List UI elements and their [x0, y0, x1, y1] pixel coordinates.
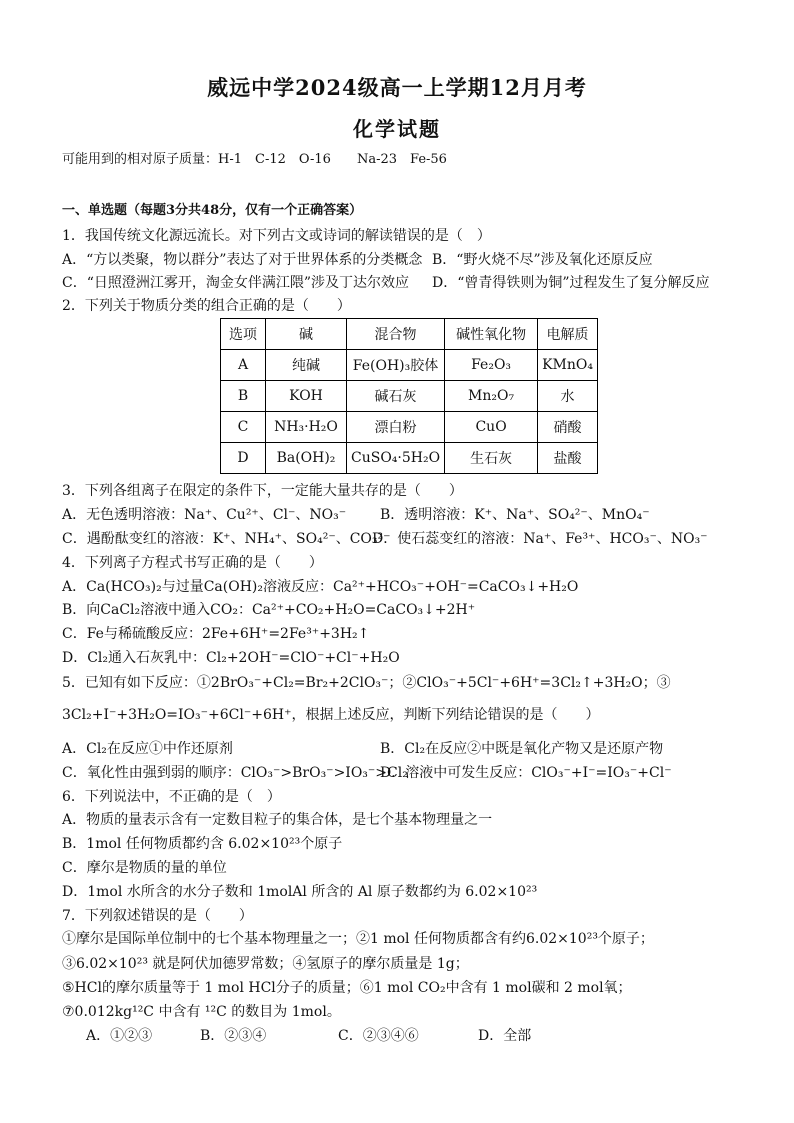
table-cell: CuSO₄·5H₂O [347, 443, 445, 474]
table-cell: Fe₂O₃ [445, 350, 538, 381]
q4-option-a: A．Ca(HCO₃)₂与过量Ca(OH)₂溶液反应：Ca²⁺+HCO₃⁻+OH⁻=CaCO₃↓+H₂O [62, 579, 579, 595]
q7-option-c: C．②③④⑥ [338, 1028, 419, 1044]
table-cell: C [221, 412, 266, 443]
q3-stem: 3．下列各组离子在限定的条件下，一定能大量共存的是（ ） [62, 483, 463, 499]
table-cell: KOH [266, 381, 347, 412]
q4-stem: 4．下列离子方程式书写正确的是（ ） [62, 555, 323, 571]
table-cell: D [221, 443, 266, 474]
q5-stem-line2: 3Cl₂+I⁻+3H₂O=IO₃⁻+6Cl⁻+6H⁺，根据上述反应，判断下列结论错误的是（ ） [62, 707, 600, 723]
q3-option-d: D．使石蕊变红的溶液：Na⁺、Fe³⁺、HCO₃⁻、NO₃⁻ [372, 531, 708, 547]
table-cell: KMnO₄ [538, 350, 598, 381]
q7-option-b: B．②③④ [200, 1028, 267, 1044]
table-row [221, 381, 598, 412]
q6-option-d: D．1mol 水所含的水分子数和 1molAl 所含的 Al 原子数都约为 6.02×10²³ [62, 884, 538, 900]
q6-option-b: B．1mol 任何物质都约含 6.02×10²³个原子 [62, 836, 343, 852]
table-cell: 盐酸 [538, 443, 598, 474]
table-header-cell: 碱 [266, 319, 347, 350]
table-header-row [221, 319, 598, 350]
exam-subtitle: 化学试题 [353, 117, 441, 141]
table-header-cell: 碱性氧化物 [445, 319, 538, 350]
table-header-cell: 电解质 [538, 319, 598, 350]
q3-option-b: B．透明溶液：K⁺、Na⁺、SO₄²⁻、MnO₄⁻ [380, 507, 650, 523]
table-row [221, 350, 598, 381]
exam-title: 威远中学2024级高一上学期12月月考 [207, 75, 587, 100]
table-cell: 纯碱 [266, 350, 347, 381]
table-cell: Ba(OH)₂ [266, 443, 347, 474]
table-cell: NH₃·H₂O [266, 412, 347, 443]
q7-stem: 7．下列叙述错误的是（ ） [62, 908, 253, 924]
table-cell: B [221, 381, 266, 412]
table-cell: Fe(OH)₃胶体 [347, 350, 445, 381]
q7-statement-line: ①摩尔是国际单位制中的七个基本物理量之一；②1 mol 任何物质都含有约6.02×10²³个原子； [62, 931, 654, 947]
q1-option-a: A．“方以类聚，物以群分”表达了对于世界体系的分类概念 [62, 252, 423, 268]
q1-option-b: B．“野火烧不尽”涉及氧化还原反应 [432, 252, 653, 268]
q5-option-b: B．Cl₂在反应②中既是氧化产物又是还原产物 [380, 741, 664, 757]
q6-stem: 6．下列说法中，不正确的是（ ） [62, 789, 281, 805]
q7-statement-line: ⑤HCl的摩尔质量等于 1 mol HCl分子的质量；⑥1 mol CO₂中含有 1 mol碳和 2 mol氧； [62, 980, 632, 996]
q4-option-b: B．向CaCl₂溶液中通入CO₂：Ca²⁺+CO₂+H₂O=CaCO₃↓+2H⁺ [62, 602, 476, 618]
table-row [221, 412, 598, 443]
q6-option-c: C．摩尔是物质的量的单位 [62, 860, 227, 876]
table-cell: 水 [538, 381, 598, 412]
q5-stem-line1: 5．已知有如下反应：①2BrO₃⁻+Cl₂=Br₂+2ClO₃⁻；②ClO₃⁻+5Cl⁻+6H⁺=3Cl₂↑+3H₂O；③ [62, 675, 671, 691]
q5-option-a: A．Cl₂在反应①中作还原剂 [62, 741, 233, 757]
q3-option-c: C．遇酚酞变红的溶液：K⁺、NH₄⁺、SO₄²⁻、CO₃²⁻ [62, 531, 391, 547]
q6-option-a: A．物质的量表示含有一定数目粒子的集合体，是七个基本物理量之一 [62, 812, 493, 828]
table-cell: 碱石灰 [347, 381, 445, 412]
q1-option-d: D．“曾青得铁则为铜”过程发生了复分解反应 [432, 275, 710, 291]
q1-option-c: C．“日照澄洲江雾开，淘金女伴满江隈”涉及丁达尔效应 [62, 275, 410, 291]
q5-option-c: C．氧化性由强到弱的顺序：ClO₃⁻>BrO₃⁻>IO₃⁻>Cl₂ [62, 765, 408, 781]
q5-option-d: D．溶液中可发生反应：ClO₃⁻+I⁻=IO₃⁻+Cl⁻ [380, 765, 672, 781]
table-cell: Mn₂O₇ [445, 381, 538, 412]
q3-option-a: A．无色透明溶液：Na⁺、Cu²⁺、Cl⁻、NO₃⁻ [62, 507, 347, 523]
table-cell: A [221, 350, 266, 381]
table-cell: 漂白粉 [347, 412, 445, 443]
q2-stem: 2．下列关于物质分类的组合正确的是（ ） [62, 298, 351, 314]
table-row [221, 443, 598, 474]
section-heading: 一、单选题（每题3分共48分，仅有一个正确答案） [62, 203, 363, 218]
q4-option-d: D．Cl₂通入石灰乳中：Cl₂+2OH⁻=ClO⁻+Cl⁻+H₂O [62, 650, 400, 666]
atomic-mass-line: 可能用到的相对原子质量：H-1 C-12 O-16 Na-23 Fe-56 [62, 152, 447, 167]
q4-option-c: C．Fe与稀硫酸反应：2Fe+6H⁺=2Fe³⁺+3H₂↑ [62, 626, 370, 642]
classification-table [220, 318, 598, 474]
table-cell: 生石灰 [445, 443, 538, 474]
q7-statement-line: ③6.02×10²³ 就是阿伏加德罗常数；④氢原子的摩尔质量是 1g； [62, 956, 469, 972]
q7-option-d: D．全部 [478, 1028, 532, 1044]
table-cell: CuO [445, 412, 538, 443]
table-header-cell: 混合物 [347, 319, 445, 350]
table-header-cell: 选项 [221, 319, 266, 350]
q1-stem: 1．我国传统文化源远流长。对下列古文或诗词的解读错误的是（ ） [62, 228, 491, 244]
q7-statement-line: ⑦0.012kg¹²C 中含有 ¹²C 的数目为 1mol。 [62, 1004, 341, 1020]
table-cell: 硝酸 [538, 412, 598, 443]
q7-option-a: A．①②③ [86, 1028, 153, 1044]
